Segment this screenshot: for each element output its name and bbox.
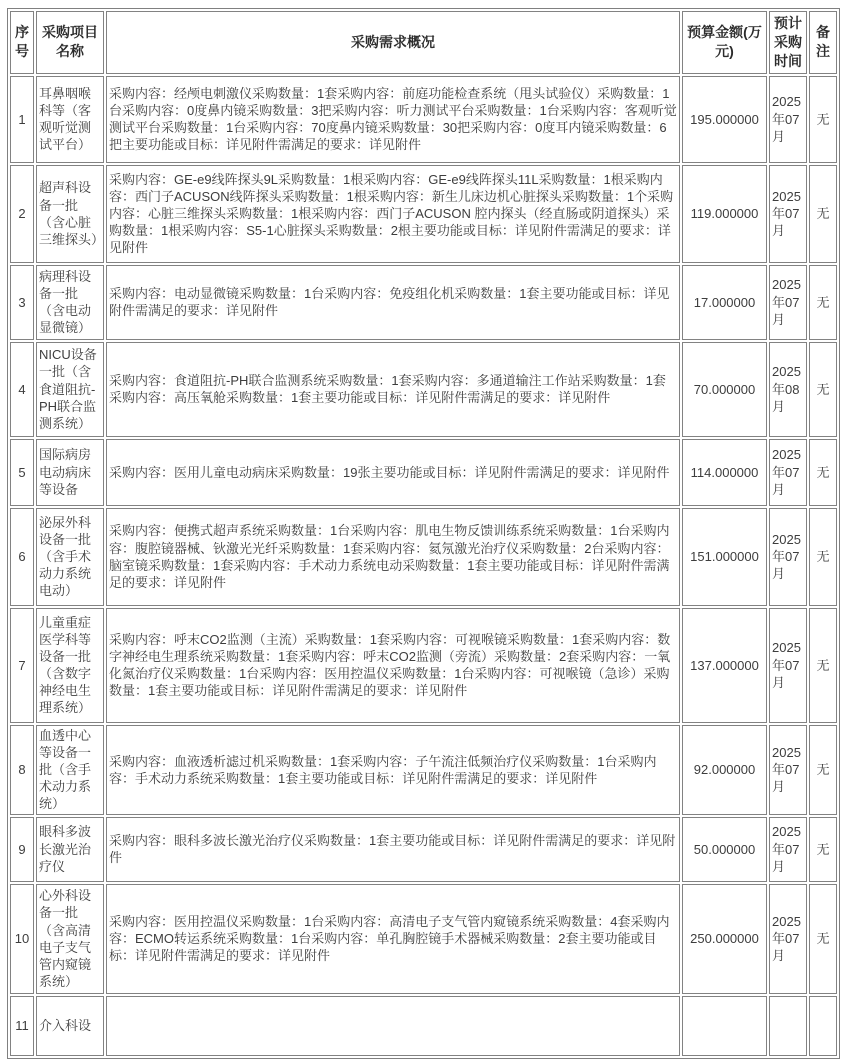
time-cell: 2025年07月 [769, 76, 807, 163]
project-name-cell: 儿童重症医学科等设备一批（含数字神经电生理系统） [36, 608, 104, 723]
row-index-cell: 3 [10, 265, 34, 340]
remark-cell: 无 [809, 165, 837, 263]
table-row [10, 884, 837, 994]
remark-cell: 无 [809, 265, 837, 340]
overview-cell: 采购内容：电动显微镜采购数量：1台采购内容：免疫组化机采购数量：1套主要功能或目标：详见附件需满足的要求：详见附件 [106, 265, 680, 340]
table-row [10, 439, 837, 506]
budget-cell: 250.000000 [682, 884, 767, 994]
row-index-cell: 8 [10, 725, 34, 815]
budget-cell: 92.000000 [682, 725, 767, 815]
remark-cell: 无 [809, 439, 837, 506]
table-row [10, 508, 837, 606]
project-name-cell: 超声科设备一批（含心脏三维探头） [36, 165, 104, 263]
budget-cell: 119.000000 [682, 165, 767, 263]
project-name-cell: 眼科多波长激光治疗仪 [36, 817, 104, 882]
table-row [10, 996, 837, 1056]
row-index-cell: 4 [10, 342, 34, 437]
project-name-cell: 病理科设备一批（含电动显微镜） [36, 265, 104, 340]
overview-cell: 采购内容：经颅电刺激仪采购数量：1套采购内容：前庭功能检查系统（甩头试验仪）采购数量：1台采购内容：0度鼻内镜采购数量：3把采购内容：听力测试平台采购数量：1台采购内容：客观听觉测试平台采购数量：1台采购内容：70度鼻内镜采购数量：30把采购内容：0度耳内镜采购数量：6把主要功能或目标：详见附件需满足的要求：详见附件 [106, 76, 680, 163]
table-header-row [10, 11, 837, 74]
row-index-cell: 2 [10, 165, 34, 263]
remark-cell: 无 [809, 342, 837, 437]
remark-cell: 无 [809, 508, 837, 606]
row-index-cell: 1 [10, 76, 34, 163]
time-cell [769, 996, 807, 1056]
project-name-cell: 血透中心等设备一批（含手术动力系统） [36, 725, 104, 815]
overview-cell: 采购内容：便携式超声系统采购数量：1台采购内容：肌电生物反馈训练系统采购数量：1台采购内容：腹腔镜器械、钬激光光纤采购数量：1套采购内容：氦氖激光治疗仪采购数量：2台采购内容：脑室镜采购数量：1套采购内容：手术动力系统电动采购数量：1套主要功能或目标：详见附件需满足的要求：详见附件 [106, 508, 680, 606]
header-budget: 预算金额(万元) [682, 11, 767, 74]
remark-cell: 无 [809, 884, 837, 994]
remark-cell [809, 996, 837, 1056]
row-index-cell: 5 [10, 439, 34, 506]
overview-cell: 采购内容：GE-e9线阵探头9L采购数量：1根采购内容：GE-e9线阵探头11L采购数量：1根采购内容：西门子ACUSON线阵探头采购数量：1根采购内容：新生儿床边机心脏探头采购数量：1个采购内容：心脏三维探头采购数量：1根采购内容：西门子ACUSON 腔内探头（经直肠或阴道探头）采购数量：1根采购内容：S5-1心脏探头采购数量：2根主要功能或目标：详见附件需满足的要求：详见附件 [106, 165, 680, 263]
project-name-cell: 国际病房电动病床等设备 [36, 439, 104, 506]
overview-cell: 采购内容：呼末CO2监测（主流）采购数量：1套采购内容：可视喉镜采购数量：1套采购内容：数字神经电生理系统采购数量：1套采购内容：呼末CO2监测（旁流）采购数量：2套采购内容：一氧化氮治疗仪采购数量：1台采购内容：医用控温仪采购数量：1台采购内容：可视喉镜（急诊）采购数量：1套主要功能或目标：详见附件需满足的要求：详见附件 [106, 608, 680, 723]
time-cell: 2025年07月 [769, 817, 807, 882]
time-cell: 2025年08月 [769, 342, 807, 437]
row-index-cell: 11 [10, 996, 34, 1056]
header-overview: 采购需求概况 [106, 11, 680, 74]
overview-cell: 采购内容：食道阻抗-PH联合监测系统采购数量：1套采购内容：多通道输注工作站采购数量：1套采购内容：高压氧舱采购数量：1套主要功能或目标：详见附件需满足的要求：详见附件 [106, 342, 680, 437]
remark-cell: 无 [809, 608, 837, 723]
row-index-cell: 7 [10, 608, 34, 723]
overview-cell: 采购内容：血液透析滤过机采购数量：1套采购内容：子午流注低频治疗仪采购数量：1台采购内容：手术动力系统采购数量：1套主要功能或目标：详见附件需满足的要求：详见附件 [106, 725, 680, 815]
header-time: 预计采购时间 [769, 11, 807, 74]
time-cell: 2025年07月 [769, 439, 807, 506]
overview-cell: 采购内容：医用控温仪采购数量：1台采购内容：高清电子支气管内窥镜系统采购数量：4套采购内容：ECMO转运系统采购数量：1台采购内容：单孔胸腔镜手术器械采购数量：2套主要功能或目标：详见附件需满足的要求：详见附件 [106, 884, 680, 994]
budget-cell [682, 996, 767, 1056]
project-name-cell: 心外科设备一批（含高清电子支气管内窥镜系统） [36, 884, 104, 994]
time-cell: 2025年07月 [769, 725, 807, 815]
overview-cell: 采购内容：医用儿童电动病床采购数量：19张主要功能或目标：详见附件需满足的要求：详见附件 [106, 439, 680, 506]
header-project-name: 采购项目名称 [36, 11, 104, 74]
table-row [10, 76, 837, 163]
project-name-cell: 耳鼻咽喉科等（客观听觉测试平台） [36, 76, 104, 163]
overview-cell [106, 996, 680, 1056]
project-name-cell: NICU设备一批（含食道阻抗-PH联合监测系统） [36, 342, 104, 437]
remark-cell: 无 [809, 76, 837, 163]
time-cell: 2025年07月 [769, 608, 807, 723]
remark-cell: 无 [809, 725, 837, 815]
overview-cell: 采购内容：眼科多波长激光治疗仪采购数量：1套主要功能或目标：详见附件需满足的要求：详见附件 [106, 817, 680, 882]
remark-cell: 无 [809, 817, 837, 882]
table-row [10, 265, 837, 340]
budget-cell: 137.000000 [682, 608, 767, 723]
header-remark: 备注 [809, 11, 837, 74]
table-row [10, 165, 837, 263]
budget-cell: 195.000000 [682, 76, 767, 163]
project-name-cell: 介入科设 [36, 996, 104, 1056]
project-name-cell: 泌尿外科设备一批（含手术动力系统电动） [36, 508, 104, 606]
time-cell: 2025年07月 [769, 165, 807, 263]
table-row [10, 608, 837, 723]
budget-cell: 17.000000 [682, 265, 767, 340]
time-cell: 2025年07月 [769, 884, 807, 994]
budget-cell: 50.000000 [682, 817, 767, 882]
time-cell: 2025年07月 [769, 508, 807, 606]
table-row [10, 817, 837, 882]
budget-cell: 114.000000 [682, 439, 767, 506]
time-cell: 2025年07月 [769, 265, 807, 340]
row-index-cell: 9 [10, 817, 34, 882]
header-index: 序号 [10, 11, 34, 74]
table-row [10, 342, 837, 437]
procurement-table [7, 8, 840, 1059]
budget-cell: 151.000000 [682, 508, 767, 606]
row-index-cell: 6 [10, 508, 34, 606]
table-row [10, 725, 837, 815]
row-index-cell: 10 [10, 884, 34, 994]
budget-cell: 70.000000 [682, 342, 767, 437]
